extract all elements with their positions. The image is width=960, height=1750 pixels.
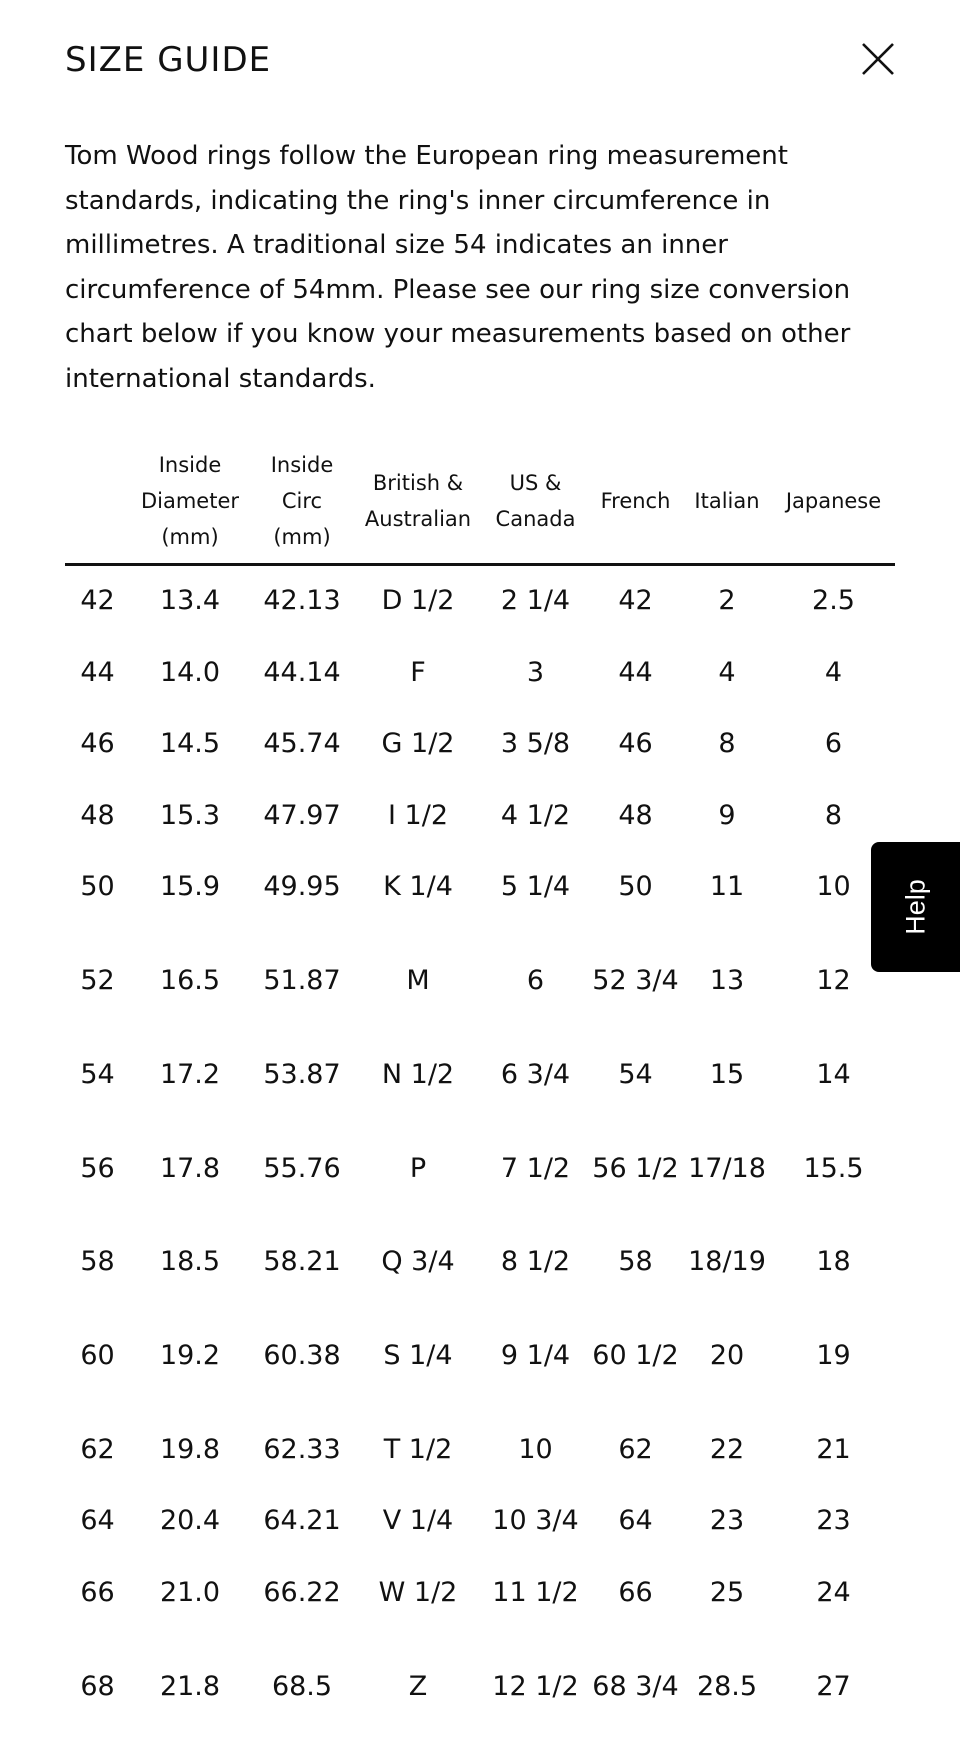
column-header: US & Canada [482, 440, 589, 564]
table-cell: 8 [824, 799, 843, 831]
table-cell: 6 3/4 [500, 1058, 571, 1090]
table-cell: 18.5 [159, 1246, 221, 1278]
table-cell: 2 1/4 [500, 585, 571, 617]
table-row [65, 637, 895, 709]
table-cell: 8 1/2 [500, 1246, 571, 1278]
table-cell: 21.0 [159, 1576, 221, 1608]
close-button[interactable] [861, 42, 895, 76]
table-cell: 46 [80, 728, 115, 760]
table-cell: 19.2 [159, 1340, 221, 1371]
table-cell: 66.22 [263, 1576, 341, 1608]
table-cell: 9 1/4 [500, 1340, 571, 1371]
table-cell: 4 [824, 656, 843, 688]
table-cell: D 1/2 [381, 585, 455, 617]
table-cell: 45.74 [263, 728, 341, 760]
column-header: Japanese [772, 440, 895, 564]
table-row [65, 1298, 895, 1414]
table-cell: 51.87 [263, 965, 341, 996]
table-cell: 24 [816, 1576, 851, 1608]
table-cell: 44 [618, 656, 653, 688]
table-cell: 15.9 [159, 871, 221, 903]
table-cell: 64.21 [263, 1505, 341, 1537]
table-cell: 48 [618, 799, 653, 831]
table-cell: 7 1/2 [500, 1152, 571, 1184]
table-cell: 3 5/8 [500, 728, 571, 760]
table-row [65, 1414, 895, 1486]
table-row [65, 564, 895, 637]
table-cell: 64 [618, 1505, 653, 1537]
table-cell: G 1/2 [381, 728, 455, 760]
table-cell: 53.87 [263, 1058, 341, 1090]
table-cell: 10 3/4 [492, 1505, 579, 1537]
table-cell: 20.4 [159, 1505, 221, 1537]
table-cell: 11 1/2 [492, 1576, 579, 1608]
table-cell: N 1/2 [381, 1058, 455, 1090]
table-cell: 56 1/2 [592, 1152, 679, 1184]
table-cell: 62 [618, 1433, 653, 1465]
table-row [65, 1039, 895, 1111]
table-row [65, 1629, 895, 1745]
table-cell: 20 [709, 1340, 745, 1371]
table-cell: 23 [709, 1505, 745, 1537]
table-row [65, 780, 895, 852]
table-cell: 52 [80, 965, 115, 996]
table-cell: 56 [80, 1152, 115, 1184]
table-cell: 21 [816, 1433, 851, 1465]
table-cell: 52 3/4 [592, 965, 679, 996]
table-row [65, 1111, 895, 1227]
table-cell: 17/18 [688, 1152, 766, 1184]
table-cell: 19 [816, 1340, 851, 1371]
help-button[interactable] [871, 842, 960, 972]
table-cell: 68 3/4 [592, 1670, 679, 1702]
table-cell: 15.3 [159, 799, 221, 831]
table-cell: 21.8 [159, 1670, 221, 1702]
table-cell: 16.5 [159, 965, 221, 996]
table-cell: 68 [80, 1670, 115, 1702]
table-cell: 42 [80, 585, 115, 617]
table-cell: 18/19 [688, 1246, 766, 1278]
table-cell: 8 [718, 728, 736, 760]
close-icon [861, 42, 895, 76]
table-cell: 27 [816, 1670, 851, 1702]
table-cell: 50 [618, 871, 653, 903]
table-cell: 11 [709, 871, 745, 903]
header-row [65, 440, 895, 564]
table-cell: 54 [80, 1058, 115, 1090]
table-cell: Q 3/4 [381, 1246, 455, 1278]
table-cell: 46 [618, 728, 653, 760]
column-header: French [589, 440, 682, 564]
table-cell: P [409, 1152, 427, 1184]
table-cell: 13.4 [159, 585, 221, 617]
table-cell: 42 [618, 585, 653, 617]
table-cell: F [410, 656, 426, 688]
table-cell: 50 [80, 871, 115, 903]
table-cell: T 1/2 [383, 1433, 453, 1465]
table-row [65, 923, 895, 1039]
table-cell: 54 [618, 1058, 653, 1090]
table-cell: 12 [816, 965, 851, 996]
table-cell: 15 [709, 1058, 745, 1090]
table-cell: 58 [618, 1246, 653, 1278]
table-cell: 66 [80, 1576, 115, 1608]
table-cell: 18 [816, 1246, 851, 1278]
table-cell: S 1/4 [383, 1340, 453, 1371]
column-header: British & Australian [354, 440, 482, 564]
modal-header [65, 36, 895, 86]
table-cell: 6 [824, 728, 843, 760]
table-cell: 10 [518, 1433, 553, 1465]
column-header: Inside Circ (mm) [250, 440, 354, 564]
ring-size-table [65, 440, 895, 1745]
table-cell: 2.5 [812, 585, 855, 617]
table-cell: 64 [80, 1505, 115, 1537]
table-cell: 28.5 [696, 1670, 758, 1702]
table-header [65, 440, 895, 564]
table-cell: 62.33 [263, 1433, 341, 1465]
table-cell: 17.8 [159, 1152, 221, 1184]
table-row [65, 1557, 895, 1629]
table-cell: 9 [718, 799, 736, 831]
table-cell: 44.14 [263, 656, 341, 688]
table-cell: 60 1/2 [592, 1340, 679, 1371]
table-cell: 15.5 [803, 1152, 864, 1184]
table-cell: 2 [718, 585, 736, 617]
table-cell: I 1/2 [388, 799, 448, 831]
intro-text: Tom Wood rings follow the European ring measurement standards, indicating the ring's inner circumference in millimetres. A traditional size 54 indicates an inner circumference of 54mm. Please see our ring size conversion chart below if you know your measurements based on other international standards. [65, 141, 851, 394]
page-title: SIZE GUIDE [65, 40, 272, 80]
table-cell: 10 [816, 871, 851, 903]
table-cell: 55.76 [263, 1152, 341, 1184]
table-cell: 60.38 [263, 1340, 341, 1371]
table-cell: K 1/4 [383, 871, 453, 903]
table-cell: 19.8 [159, 1433, 221, 1465]
table-cell: 12 1/2 [492, 1670, 579, 1702]
table-cell: 5 1/4 [500, 871, 571, 903]
table-row [65, 709, 895, 781]
table-cell: 13 [709, 965, 745, 996]
table-cell: 42.13 [263, 585, 341, 617]
table-cell: 58.21 [263, 1246, 341, 1278]
table-cell: 14.0 [159, 656, 221, 688]
table-row [65, 1486, 895, 1558]
table-cell: 6 [526, 965, 545, 996]
help-label: Help [900, 879, 930, 935]
table-cell: 60 [80, 1340, 115, 1371]
table-cell: 58 [80, 1246, 115, 1278]
column-header: Italian [682, 440, 772, 564]
table-cell: 4 [718, 656, 736, 688]
table-row [65, 852, 895, 924]
table-cell: 47.97 [263, 799, 341, 831]
table-cell: 66 [618, 1576, 653, 1608]
table-cell: 14.5 [159, 728, 221, 760]
table-cell: 22 [709, 1433, 745, 1465]
table-cell: 62 [80, 1433, 115, 1465]
table-cell: 49.95 [263, 871, 341, 903]
table-cell: 48 [80, 799, 115, 831]
table-cell: 3 [526, 656, 545, 688]
table-body [65, 564, 895, 1745]
table-cell: 44 [80, 656, 115, 688]
table-cell: 23 [816, 1505, 851, 1537]
table-cell: W 1/2 [378, 1576, 458, 1608]
table-cell: 14 [816, 1058, 851, 1090]
table-cell: Z [408, 1670, 428, 1702]
table-cell: 17.2 [159, 1058, 221, 1090]
table-cell: 4 1/2 [500, 799, 571, 831]
table-cell: 68.5 [271, 1670, 333, 1702]
table-cell: M [406, 965, 430, 996]
column-header [65, 440, 130, 564]
table-row [65, 1227, 895, 1299]
column-header: Inside Diameter (mm) [130, 440, 250, 564]
table-cell: V 1/4 [382, 1505, 454, 1537]
table-cell: 25 [709, 1576, 745, 1608]
